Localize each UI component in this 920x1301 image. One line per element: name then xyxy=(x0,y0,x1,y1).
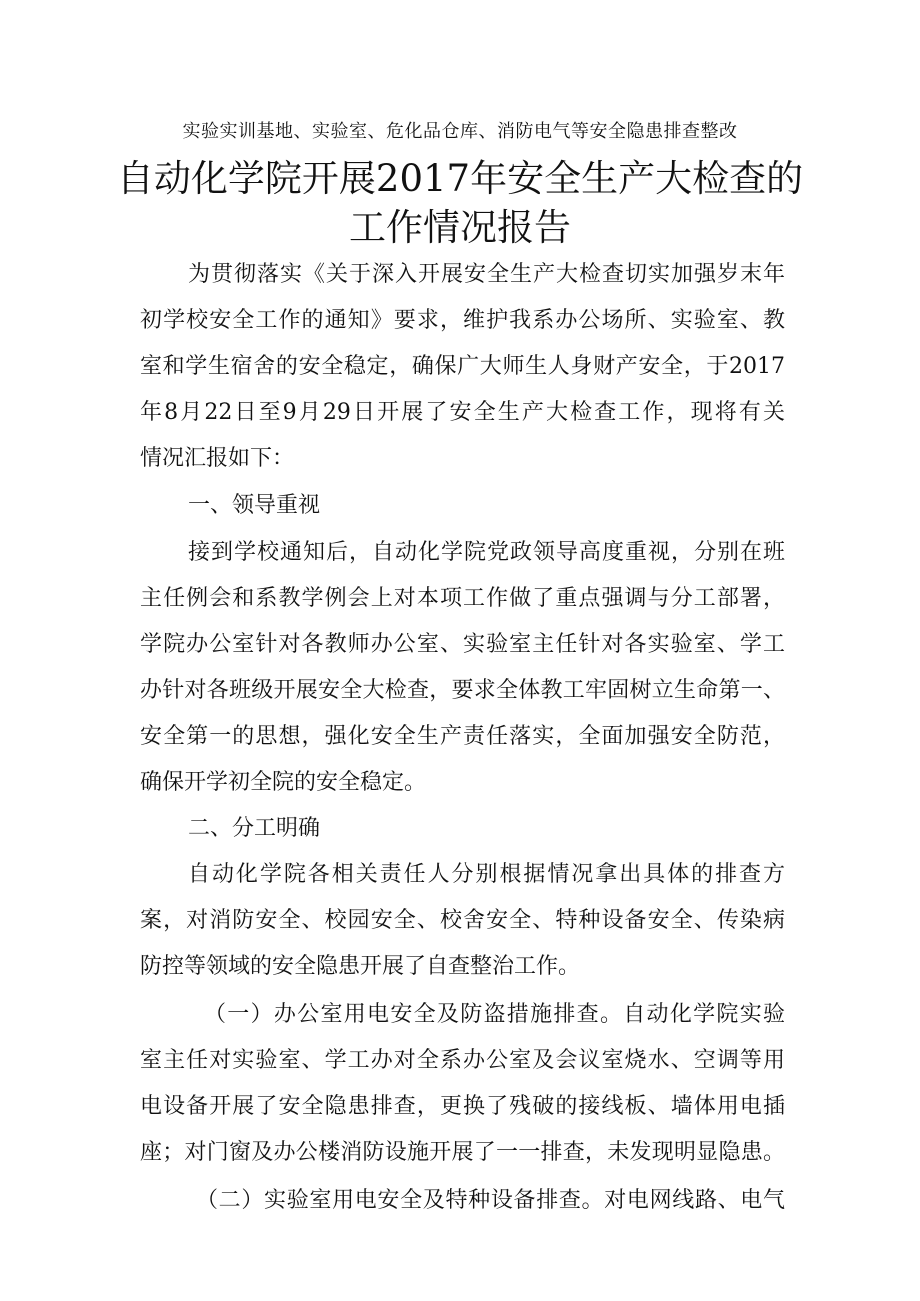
section1-line: 确保开学初全院的安全稳定。 xyxy=(140,770,427,795)
document-title-line-2: 工作情况报告 xyxy=(349,206,571,249)
subsection1-line: 座；对门窗及办公楼消防设施开展了一一排查，未发现明显隐患。 xyxy=(140,1140,785,1165)
section1-line: 安全第一的思想，强化安全生产责任落实，全面加强安全防范， xyxy=(140,724,785,749)
intro-line: 为贯彻落实《关于深入开展安全生产大检查切实加强岁末年 xyxy=(188,262,785,287)
section1-line: 办针对各班级开展安全大检查，要求全体教工牢固树立生命第一、 xyxy=(140,678,785,703)
section2-line: 自动化学院各相关责任人分别根据情况拿出具体的排查方 xyxy=(188,862,785,887)
intro-line: 年8月22日至9月29日开展了安全生产大检查工作，现将有关 xyxy=(140,400,785,425)
section1-line: 学院办公室针对各教师办公室、实验室主任针对各实验室、学工 xyxy=(140,632,785,657)
intro-line: 情况汇报如下： xyxy=(140,446,295,471)
subsection2-line: （二）实验室用电安全及特种设备排查。对电网线路、电气 xyxy=(196,1188,785,1213)
section-heading-leadership: 一、领导重视 xyxy=(188,493,321,518)
section2-line: 防控等领域的安全隐患开展了自查整治工作。 xyxy=(140,954,581,979)
document-header: 实验实训基地、实验室、危化品仓库、消防电气等安全隐患排查整改 xyxy=(182,121,738,142)
subsection1-line: （一）办公室用电安全及防盗措施排查。自动化学院实验 xyxy=(204,1002,785,1027)
subsection1-line: 室主任对实验室、学工办对全系办公室及会议室烧水、空调等用 xyxy=(140,1048,785,1073)
subsection1-line: 电设备开展了安全隐患排查，更换了残破的接线板、墙体用电插 xyxy=(140,1094,785,1119)
section1-line: 主任例会和系教学例会上对本项工作做了重点强调与分工部署， xyxy=(140,586,785,611)
intro-line: 室和学生宿舍的安全稳定，确保广大师生人身财产安全，于2017 xyxy=(140,354,785,379)
section-heading-division: 二、分工明确 xyxy=(188,816,321,841)
section2-line: 案，对消防安全、校园安全、校舍安全、特种设备安全、传染病 xyxy=(140,908,785,933)
section1-line: 接到学校通知后，自动化学院党政领导高度重视，分别在班 xyxy=(188,540,785,565)
intro-line: 初学校安全工作的通知》要求，维护我系办公场所、实验室、教 xyxy=(140,308,785,333)
document-title-line-1: 自动化学院开展2017年安全生产大检查的 xyxy=(116,157,804,200)
